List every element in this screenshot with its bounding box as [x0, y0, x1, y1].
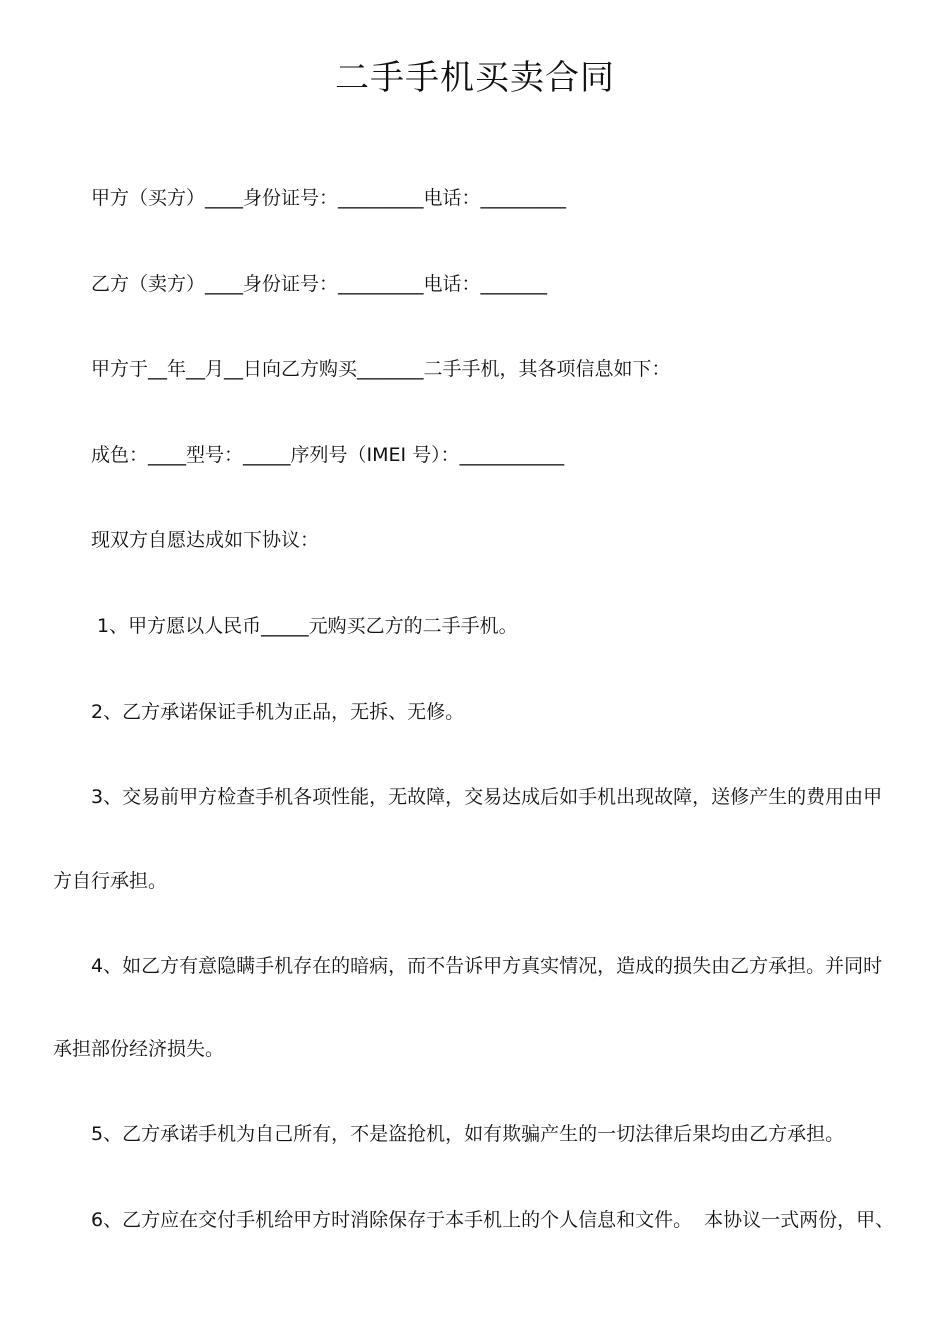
clause-1: 1、甲方愿以人民币_____元购买乙方的二手手机。 [91, 615, 518, 637]
agreement-intro: 现双方自愿达成如下协议： [91, 529, 320, 551]
party-b-line: 乙方（卖方）____身份证号：_________电话：_______ [91, 273, 548, 295]
party-a-line: 甲方（买方）____身份证号：_________电话：_________ [91, 187, 567, 209]
specs-line: 成色：____型号：_____序列号（IMEI 号）：___________ [91, 444, 565, 466]
clause-5: 5、乙方承诺手机为自己所有，不是盗抢机，如有欺骗产生的一切法律后果均由乙方承担。 [91, 1123, 845, 1145]
clause-3-line-2: 方自行承担。 [53, 870, 168, 892]
clause-3-line-1: 3、交易前甲方检查手机各项性能，无故障，交易达成后如手机出现故障，送修产生的费用由甲 [91, 786, 883, 808]
clause-2: 2、乙方承诺保证手机为正品，无拆、无修。 [91, 701, 465, 723]
clause-6: 6、乙方应在交付手机给甲方时消除保存于本手机上的个人信息和文件。 本协议一式两份，甲、 [91, 1209, 895, 1231]
clause-4-line-2: 承担部份经济损失。 [53, 1038, 225, 1060]
clause-4-line-1: 4、如乙方有意隐瞒手机存在的暗病，而不告诉甲方真实情况，造成的损失由乙方承担。并同时 [91, 955, 883, 977]
purchase-line: 甲方于__年__月__日向乙方购买_______二手手机，其各项信息如下： [91, 358, 671, 380]
document-title: 二手手机买卖合同 [335, 58, 615, 98]
